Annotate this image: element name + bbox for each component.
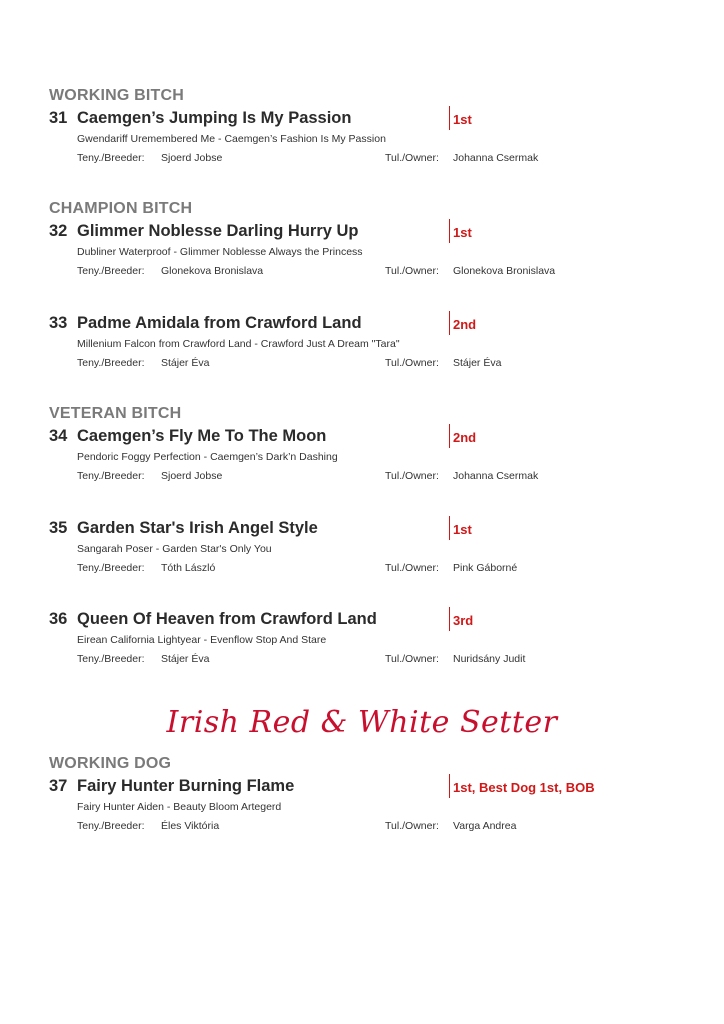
- breeder-label: Teny./Breeder:: [77, 357, 145, 369]
- class-title-champion-bitch: CHAMPION BITCH: [49, 200, 193, 217]
- result-badge: 1st: [449, 219, 472, 243]
- entry-32: [49, 222, 689, 277]
- class-title-veteran-bitch: VETERAN BITCH: [49, 405, 182, 422]
- breeder-name: Sjoerd Jobse: [161, 152, 223, 164]
- result-badge: 2nd: [449, 424, 476, 448]
- owner-name: Pink Gáborné: [453, 562, 518, 574]
- result-badge: 3rd: [449, 607, 473, 631]
- breeder-label: Teny./Breeder:: [77, 152, 145, 164]
- dog-name: Caemgen’s Jumping Is My Passion: [77, 109, 352, 127]
- dog-name: Padme Amidala from Crawford Land: [77, 314, 362, 332]
- entry-36: [49, 610, 689, 665]
- dog-name: Garden Star's Irish Angel Style: [77, 519, 318, 537]
- pedigree: Millenium Falcon from Crawford Land - Crawford Just A Dream "Tara": [77, 338, 400, 350]
- dog-name: Caemgen’s Fly Me To The Moon: [77, 427, 327, 445]
- owner-name: Glonekova Bronislava: [453, 265, 556, 277]
- result-badge: 1st: [449, 106, 472, 130]
- pedigree: Pendoric Foggy Perfection - Caemgen’s Dark’n Dashing: [77, 451, 338, 463]
- entry-37: [49, 777, 689, 832]
- class-title-working-dog: WORKING DOG: [49, 755, 172, 772]
- breeder-name: Éles Viktória: [161, 820, 220, 832]
- result-badge: 2nd: [449, 311, 476, 335]
- pedigree: Gwendariff Uremembered Me - Caemgen’s Fashion Is My Passion: [77, 133, 386, 145]
- dog-name: Glimmer Noblesse Darling Hurry Up: [77, 222, 359, 240]
- breeder-name: Glonekova Bronislava: [161, 265, 264, 277]
- dog-name: Fairy Hunter Burning Flame: [77, 777, 295, 795]
- breeder-label: Teny./Breeder:: [77, 265, 145, 277]
- dog-name: Queen Of Heaven from Crawford Land: [77, 610, 377, 628]
- pedigree: Eirean California Lightyear - Evenflow Stop And Stare: [77, 634, 327, 646]
- entry-number: 34: [49, 427, 68, 445]
- breeder-name: Tóth László: [161, 562, 216, 574]
- owner-name: Nuridsány Judit: [453, 653, 526, 665]
- breeder-name: Stájer Éva: [161, 357, 210, 369]
- breeder-label: Teny./Breeder:: [77, 562, 145, 574]
- breeder-label: Teny./Breeder:: [77, 653, 145, 665]
- breed-heading: Irish Red & White Setter: [166, 705, 558, 740]
- owner-label: Tul./Owner:: [385, 820, 439, 832]
- pedigree: Fairy Hunter Aiden - Beauty Bloom Artegerd: [77, 801, 282, 813]
- owner-label: Tul./Owner:: [385, 265, 439, 277]
- entry-34: [49, 427, 689, 482]
- pedigree: Dubliner Waterproof - Glimmer Noblesse Always the Princess: [77, 246, 363, 258]
- entry-33: [49, 314, 689, 369]
- owner-name: Stájer Éva: [453, 357, 502, 369]
- entry-number: 36: [49, 610, 68, 628]
- owner-label: Tul./Owner:: [385, 357, 439, 369]
- entry-number: 37: [49, 777, 68, 795]
- owner-label: Tul./Owner:: [385, 152, 439, 164]
- breeder-name: Stájer Éva: [161, 653, 210, 665]
- entry-35: [49, 519, 689, 574]
- breeder-label: Teny./Breeder:: [77, 470, 145, 482]
- owner-label: Tul./Owner:: [385, 653, 439, 665]
- breeder-label: Teny./Breeder:: [77, 820, 145, 832]
- breeder-name: Sjoerd Jobse: [161, 470, 223, 482]
- entry-number: 32: [49, 222, 68, 240]
- entry-number: 33: [49, 314, 68, 332]
- result-badge: 1st, Best Dog 1st, BOB: [449, 774, 595, 798]
- owner-name: Varga Andrea: [453, 820, 517, 832]
- owner-label: Tul./Owner:: [385, 562, 439, 574]
- owner-label: Tul./Owner:: [385, 470, 439, 482]
- owner-name: Johanna Csermak: [453, 152, 539, 164]
- result-badge: 1st: [449, 516, 472, 540]
- entry-31: [49, 109, 689, 164]
- class-title-working-bitch: WORKING BITCH: [49, 87, 185, 104]
- pedigree: Sangarah Poser - Garden Star's Only You: [77, 543, 272, 555]
- entry-number: 35: [49, 519, 68, 537]
- entry-number: 31: [49, 109, 68, 127]
- owner-name: Johanna Csermak: [453, 470, 539, 482]
